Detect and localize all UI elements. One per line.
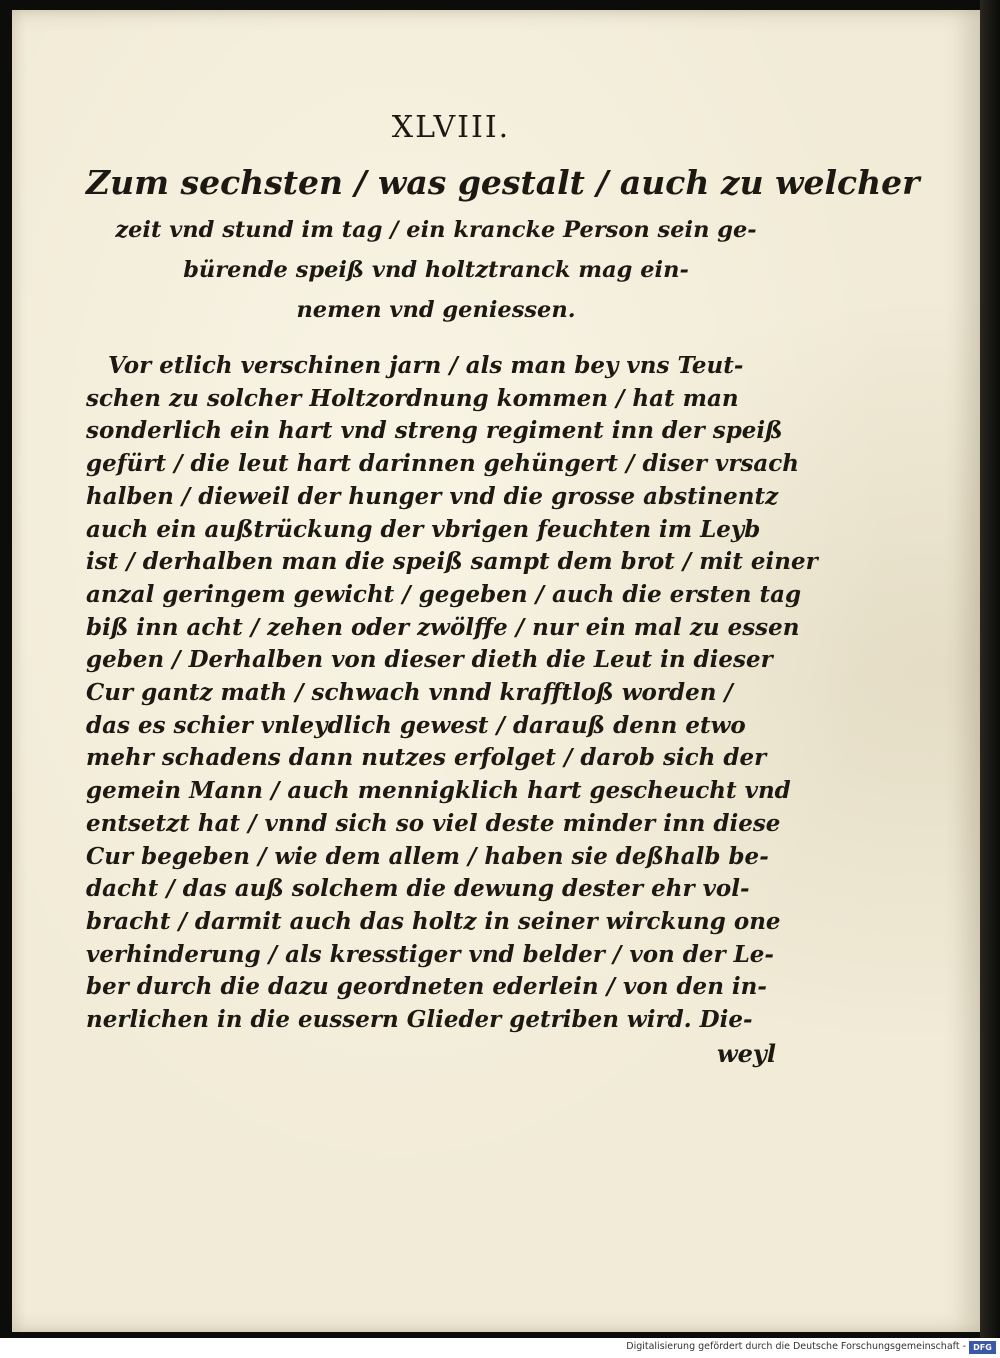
text-line: mehr schadens dann nutzes erfolget / darob sich der [86, 744, 767, 772]
page-binding-edge [980, 0, 1000, 1338]
heading-line: bürende speiß vnd holtztranck mag ein- [183, 257, 689, 283]
footer-bar [0, 1338, 1000, 1358]
page-text-block [86, 108, 920, 1071]
text-line: anzal geringem gewicht / gegeben / auch die ersten tag [86, 580, 802, 608]
text-line: nerlichen in die eussern Glieder getriben wird. Die- [86, 1006, 753, 1034]
dfg-logo-icon: DFG [969, 1341, 996, 1354]
text-line: ist / derhalben man die speiß sampt dem brot / mit einer [86, 548, 818, 576]
text-line: verhinderung / als kresstiger vnd belder / von der Le- [86, 940, 774, 968]
text-line: Vor etlich verschinen jarn / als man bey vns Teut- [108, 352, 744, 379]
heading-line: zeit vnd stund im tag / ein krancke Person sein ge- [115, 217, 757, 243]
heading-line: nemen vnd geniessen. [296, 297, 576, 323]
heading-line: Zum sechsten / was gestalt / auch zu welcher [86, 163, 920, 202]
text-line: geben / Derhalben von dieser dieth die Leut in dieser [86, 646, 773, 674]
footer-attribution: Digitalisierung gefördert durch die Deutsche Forschungsgemeinschaft - [626, 1341, 966, 1352]
text-line: halben / dieweil der hunger vnd die grosse abstinentz [86, 482, 779, 510]
text-line: das es schier vnleydlich gewest / darauß denn etwo [86, 711, 746, 739]
text-line: sonderlich ein hart vnd streng regiment inn der speiß [86, 417, 783, 445]
text-line: dacht / das auß solchem die dewung dester ehr vol- [86, 875, 750, 903]
text-line: gemein Mann / auch mennigklich hart gescheucht vnd [86, 777, 791, 805]
text-line: schen zu solcher Holtzordnung kommen / hat man [86, 384, 739, 412]
text-line: auch ein außtrückung der vbrigen feuchten im Leyb [86, 515, 761, 543]
text-line: entsetzt hat / vnnd sich so viel deste minder inn diese [86, 809, 781, 837]
text-line: gefürt / die leut hart darinnen gehüngert / diser vrsach [86, 450, 800, 478]
body-text [86, 350, 818, 1037]
folio-number: XLVIII. [391, 110, 511, 145]
catchword: weyl [717, 1038, 776, 1068]
text-line: Cur gantz math / schwach vnnd krafftloß worden / [86, 679, 733, 707]
text-line: biß inn acht / zehen oder zwölffe / nur ein mal zu essen [86, 613, 800, 641]
text-line: bracht / darmit auch das holtz in seiner wirckung one [86, 907, 781, 935]
text-line: Cur begeben / wie dem allem / haben sie deßhalb be- [86, 842, 769, 870]
chapter-heading [86, 156, 920, 330]
text-line: ber durch die dazu geordneten ederlein / von den in- [86, 973, 767, 1001]
